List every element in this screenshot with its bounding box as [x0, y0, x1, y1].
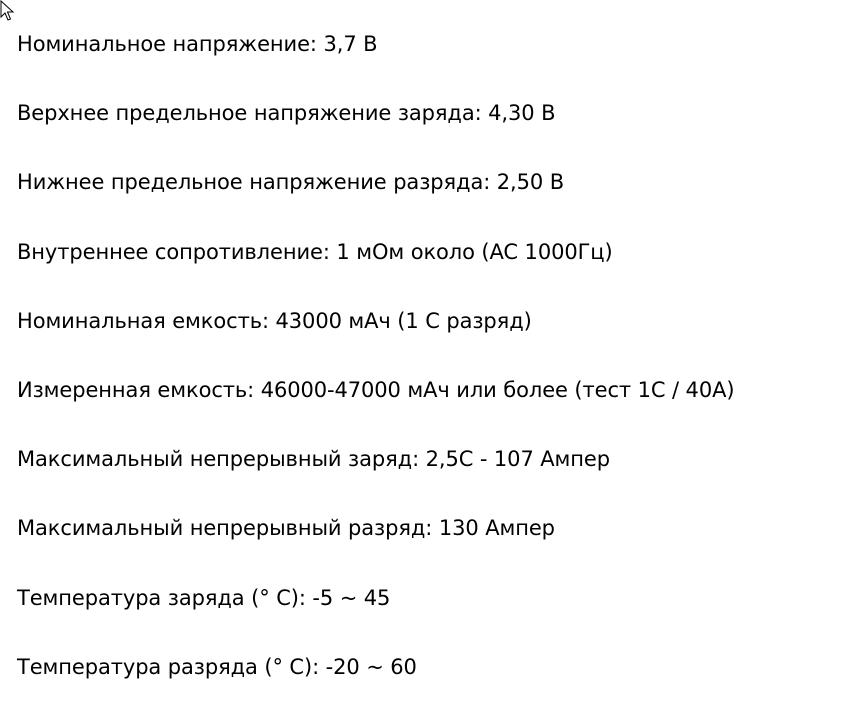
spec-internal-resistance: Внутреннее сопротивление: 1 мОм около (AC 1000Гц): [17, 239, 613, 264]
spec-charge-upper-voltage: Верхнее предельное напряжение заряда: 4,30 В: [17, 101, 556, 126]
spec-max-continuous-charge: Максимальный непрерывный заряд: 2,5С - 107 Ампер: [17, 447, 610, 472]
spec-nominal-voltage: Номинальное напряжение: 3,7 В: [17, 32, 378, 56]
spec-charge-temperature: Температура заряда (° С): -5 ~ 45: [17, 585, 391, 610]
spec-nominal-capacity: Номинальная емкость: 43000 мАч (1 С разряд): [17, 308, 532, 333]
spec-discharge-temperature: Температура разряда (° С): -20 ~ 60: [17, 654, 417, 679]
spec-discharge-lower-voltage: Нижнее предельное напряжение разряда: 2,50 В: [17, 170, 565, 195]
mouse-pointer-icon: [0, 0, 16, 24]
spec-max-continuous-discharge: Максимальный непрерывный разряд: 130 Ампер: [17, 516, 555, 541]
spec-list: [17, 28, 734, 720]
spec-measured-capacity: Измеренная емкость: 46000-47000 мАч или более (тест 1С / 40А): [17, 377, 735, 402]
